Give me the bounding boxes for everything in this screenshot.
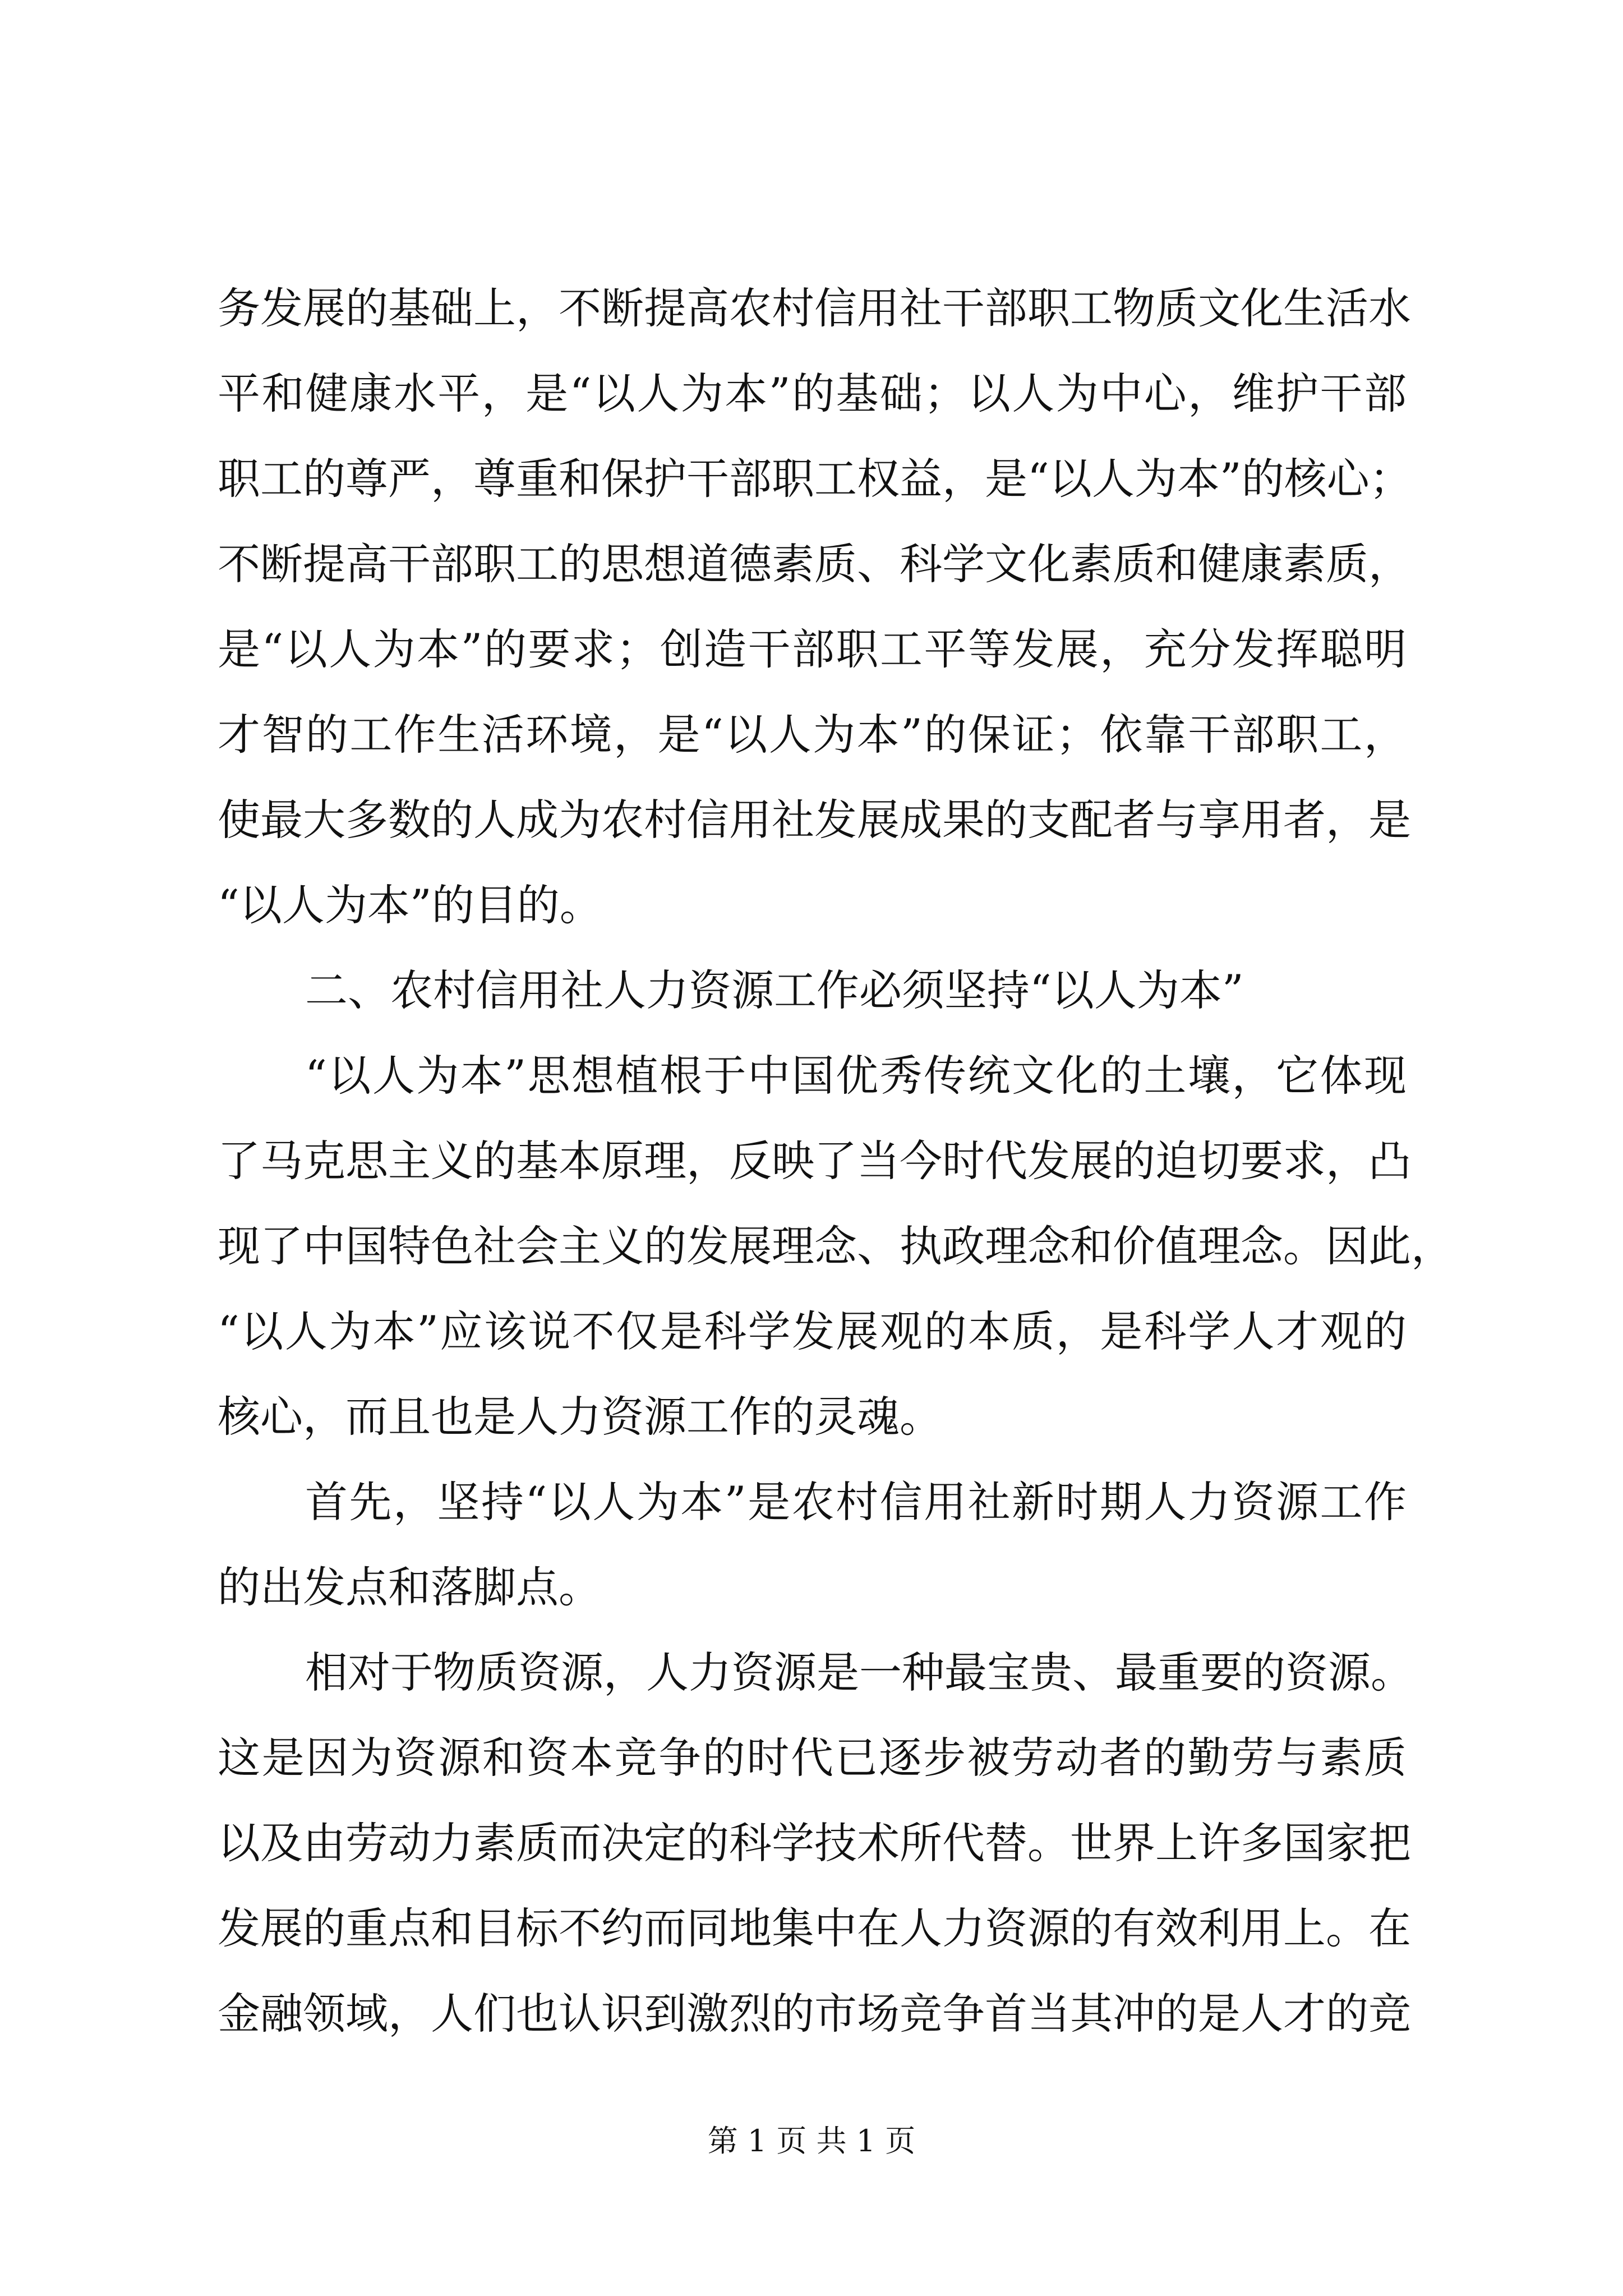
body-line: 了马克思主义的基本原理，反映了当今时代发展的迫切要求，凸 bbox=[218, 1136, 1411, 1186]
body-line: 职工的尊严，尊重和保护干部职工权益，是“以人为本”的核心； bbox=[218, 454, 1412, 504]
body-line: 的出发点和落脚点。 bbox=[218, 1562, 601, 1612]
body-line: 平和健康水平，是“以人为本”的基础；以人为中心，维护干部 bbox=[218, 369, 1407, 418]
body-line: 发展的重点和目标不约而同地集中在人力资源的有效利用上。在 bbox=[218, 1903, 1411, 1953]
body-line: 这是因为资源和资本竞争的时代已逐步被劳动者的勤劳与素质 bbox=[218, 1733, 1407, 1783]
body-line: 现了中国特色社会主义的发展理念、执政理念和价值理念。因此， bbox=[218, 1221, 1454, 1271]
body-line: “以人为本”应该说不仅是科学发展观的本质，是科学人才观的 bbox=[218, 1306, 1407, 1356]
page-number-footer: 第 1 页 共 1 页 bbox=[707, 2123, 916, 2159]
section-heading: 二、农村信用社人力资源工作必须坚持“以人为本” bbox=[305, 965, 1244, 1015]
body-line: 首先，坚持“以人为本”是农村信用社新时期人力资源工作 bbox=[305, 1477, 1407, 1527]
body-line: “以人为本”思想植根于中国优秀传统文化的土壤，它体现 bbox=[305, 1051, 1407, 1101]
body-line: “以人为本”的目的。 bbox=[218, 880, 602, 930]
body-line: 金融领域，人们也认识到激烈的市场竞争首当其冲的是人才的竞 bbox=[218, 1989, 1411, 2039]
body-line: 务发展的基础上，不断提高农村信用社干部职工物质文化生活水 bbox=[218, 283, 1411, 333]
body-line: 相对于物质资源，人力资源是一种最宝贵、最重要的资源。 bbox=[305, 1648, 1413, 1697]
body-line: 才智的工作生活环境，是“以人为本”的保证；依靠干部职工， bbox=[218, 710, 1407, 760]
body-line: 是“以人为本”的要求；创造干部职工平等发展，充分发挥聪明 bbox=[218, 624, 1407, 674]
body-line: 不断提高干部职工的思想道德素质、科学文化素质和健康素质， bbox=[218, 539, 1411, 589]
body-line: 使最大多数的人成为农村信用社发展成果的支配者与享用者，是 bbox=[218, 795, 1411, 845]
body-line: 以及由劳动力素质而决定的科学技术所代替。世界上许多国家把 bbox=[218, 1818, 1411, 1868]
body-line: 核心，而且也是人力资源工作的灵魂。 bbox=[218, 1392, 942, 1442]
